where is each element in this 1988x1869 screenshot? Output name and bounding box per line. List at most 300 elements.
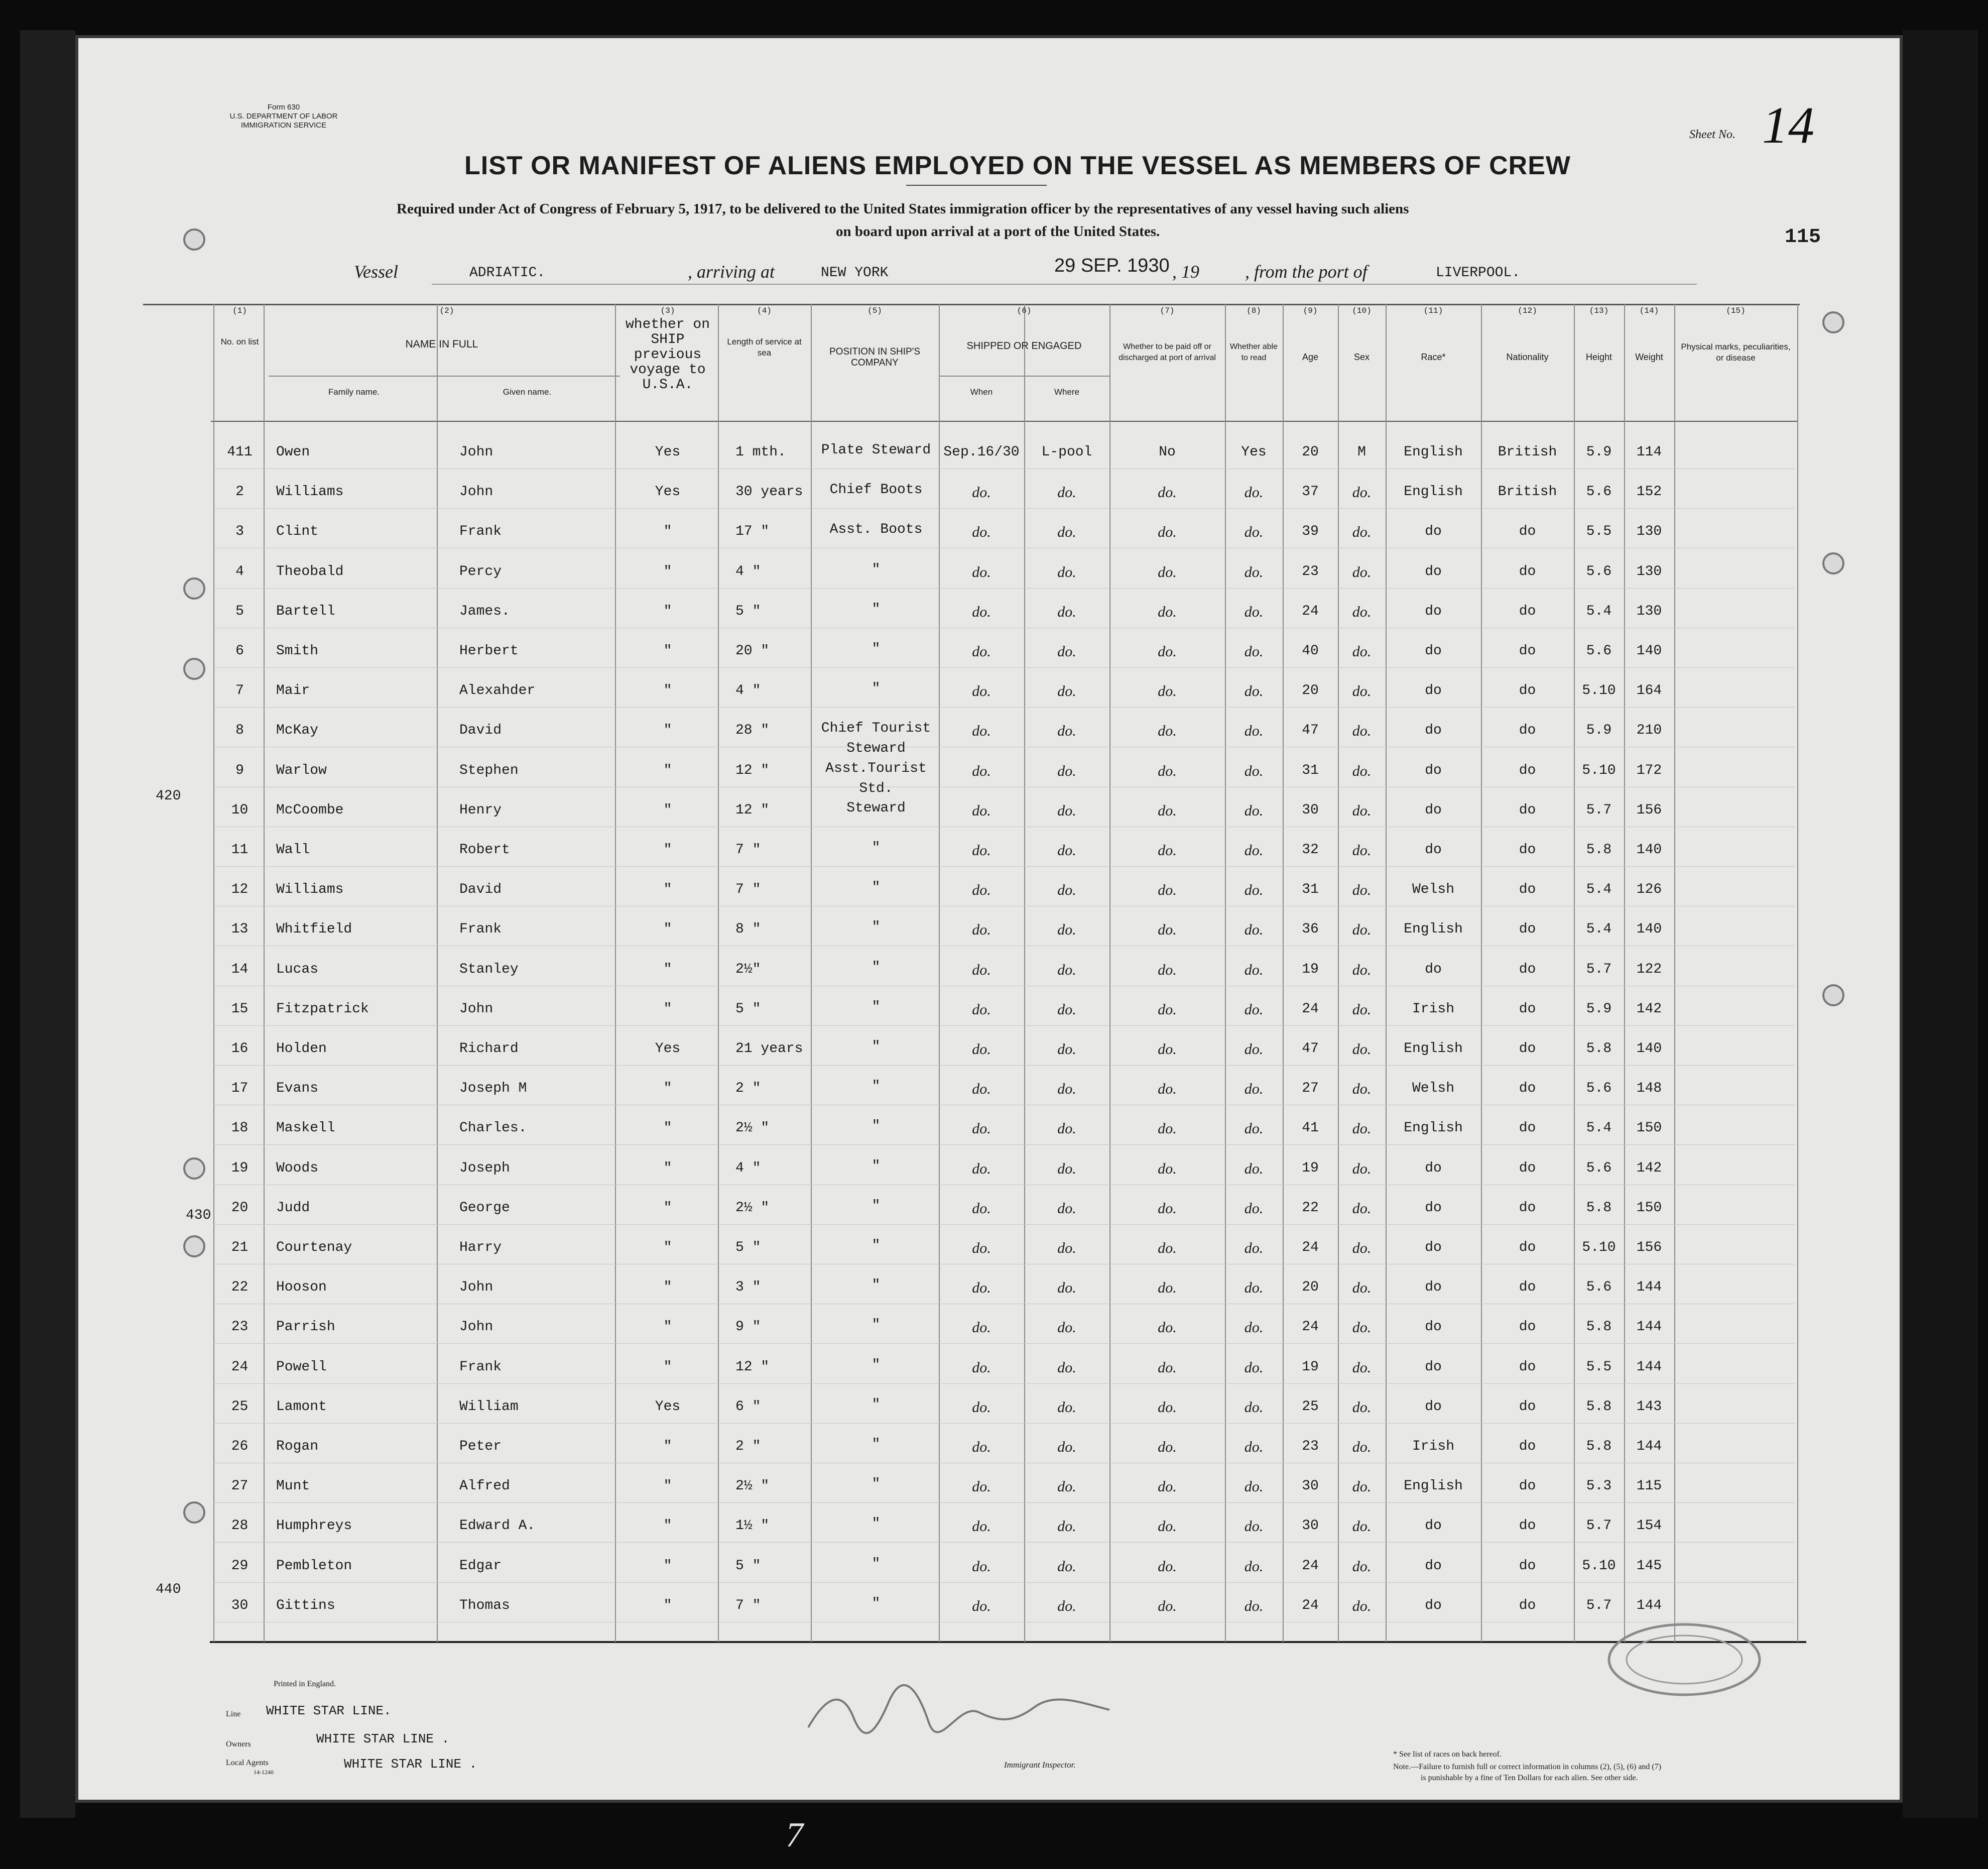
cell-paid: do. bbox=[1158, 1518, 1177, 1535]
cell-weight: 130 bbox=[1636, 524, 1662, 539]
cell-paid: do. bbox=[1158, 1200, 1177, 1217]
cell-prev: Yes bbox=[655, 1399, 681, 1415]
cell-paid: do. bbox=[1158, 643, 1177, 660]
cell-sex: do. bbox=[1352, 524, 1372, 540]
cell-when: do. bbox=[972, 1081, 991, 1097]
cell-height: 5.7 bbox=[1586, 1518, 1612, 1534]
cell-race: Irish bbox=[1412, 1001, 1454, 1017]
cell-race: do bbox=[1425, 1279, 1442, 1295]
cell-paid: do. bbox=[1158, 1120, 1177, 1137]
cell-weight: 148 bbox=[1636, 1081, 1662, 1096]
cell-family: Williams bbox=[276, 882, 344, 897]
cell-prev: " bbox=[663, 1478, 672, 1494]
cell-length: 2½" bbox=[735, 962, 761, 977]
cell-position: " bbox=[872, 1437, 881, 1452]
punch-hole bbox=[183, 1157, 205, 1180]
cell-prev: " bbox=[663, 1001, 672, 1017]
cell-weight: 210 bbox=[1636, 723, 1662, 738]
cell-length: 1½ " bbox=[735, 1518, 770, 1534]
row-rule bbox=[213, 508, 1795, 509]
cell-weight: 144 bbox=[1636, 1319, 1662, 1335]
cell-prev: Yes bbox=[655, 484, 681, 500]
cell-age: 40 bbox=[1302, 643, 1319, 659]
cell-prev: " bbox=[663, 643, 672, 659]
cell-family: Lamont bbox=[276, 1399, 327, 1415]
cell-no: 11 bbox=[231, 842, 248, 858]
cell-no: 17 bbox=[231, 1081, 248, 1096]
cell-weight: 142 bbox=[1636, 1160, 1662, 1176]
cell-family: McKay bbox=[276, 723, 319, 738]
cell-length: 5 " bbox=[735, 1558, 761, 1574]
cell-position: Chief Boots bbox=[829, 482, 923, 498]
row-rule bbox=[213, 1343, 1795, 1344]
cell-family: Bartell bbox=[276, 604, 335, 619]
date-stamp: 29 SEP. 1930 bbox=[1054, 255, 1170, 276]
cell-age: 19 bbox=[1302, 1359, 1319, 1375]
cell-paid: do. bbox=[1158, 723, 1177, 739]
cell-when: do. bbox=[972, 842, 991, 859]
cell-height: 5.8 bbox=[1586, 1200, 1612, 1216]
cell-read: do. bbox=[1244, 723, 1264, 739]
line-label: Line bbox=[226, 1710, 241, 1718]
cell-height: 5.6 bbox=[1586, 1279, 1612, 1295]
cell-length: 5 " bbox=[735, 1001, 761, 1017]
cell-where: do. bbox=[1057, 1598, 1076, 1614]
cell-no: 6 bbox=[235, 643, 244, 659]
cell-age: 23 bbox=[1302, 564, 1319, 579]
cell-no: 28 bbox=[231, 1518, 248, 1534]
form-id-block bbox=[216, 103, 351, 130]
cell-read: do. bbox=[1244, 1399, 1264, 1416]
cell-nationality: do bbox=[1519, 524, 1536, 539]
cell-paid: do. bbox=[1158, 1160, 1177, 1177]
cell-sex: do. bbox=[1352, 1200, 1372, 1217]
cell-when: do. bbox=[972, 1001, 991, 1018]
cell-no: 2 bbox=[235, 484, 244, 500]
cell-height: 5.8 bbox=[1586, 842, 1612, 858]
cell-length: 7 " bbox=[735, 882, 761, 897]
cell-read: do. bbox=[1244, 1439, 1264, 1455]
header-able-to-read: Whether able to read bbox=[1229, 342, 1278, 362]
inspector-label: Immigrant Inspector. bbox=[1004, 1760, 1076, 1770]
cell-when: do. bbox=[972, 1399, 991, 1416]
cell-sex: do. bbox=[1352, 1558, 1372, 1575]
col-num-5: (5) bbox=[867, 306, 882, 315]
header-no-on-list: No. on list bbox=[220, 337, 259, 346]
cell-weight: 143 bbox=[1636, 1399, 1662, 1415]
cell-length: 8 " bbox=[735, 921, 761, 937]
cell-no: 27 bbox=[231, 1478, 248, 1494]
cell-position: Chief Tourist Steward bbox=[821, 721, 931, 756]
cell-height: 5.8 bbox=[1586, 1041, 1612, 1057]
cell-length: 30 years bbox=[735, 484, 803, 500]
cell-no: 4 bbox=[235, 564, 244, 579]
cell-weight: 142 bbox=[1636, 1001, 1662, 1017]
cell-read: do. bbox=[1244, 1359, 1264, 1376]
cell-family: Holden bbox=[276, 1041, 327, 1057]
cell-prev: " bbox=[663, 524, 672, 539]
cell-where: do. bbox=[1057, 643, 1076, 660]
cell-no: 15 bbox=[231, 1001, 248, 1017]
cell-where: do. bbox=[1057, 1558, 1076, 1575]
cell-age: 39 bbox=[1302, 524, 1319, 539]
column-rule bbox=[1674, 304, 1675, 1642]
cell-nationality: do bbox=[1519, 604, 1536, 619]
cell-position: Steward bbox=[846, 800, 906, 816]
cell-height: 5.10 bbox=[1582, 683, 1616, 698]
cell-height: 5.7 bbox=[1586, 802, 1612, 818]
cell-height: 5.10 bbox=[1582, 1240, 1616, 1255]
cell-family: Judd bbox=[276, 1200, 310, 1216]
cell-age: 24 bbox=[1302, 1598, 1319, 1613]
cell-no: 21 bbox=[231, 1240, 248, 1255]
cell-where: do. bbox=[1057, 683, 1076, 699]
cell-age: 41 bbox=[1302, 1120, 1319, 1136]
cell-family: Theobald bbox=[276, 564, 344, 579]
cell-paid: do. bbox=[1158, 1439, 1177, 1455]
subtitle-line-1: Required under Act of Congress of February 5, 1917, to be delivered to the United States immigration officer by the representatives of any vessel having such aliens bbox=[397, 201, 1409, 217]
cell-weight: 150 bbox=[1636, 1120, 1662, 1136]
cell-prev: " bbox=[663, 1439, 672, 1454]
row-rule bbox=[213, 588, 1795, 589]
cell-age: 20 bbox=[1302, 444, 1319, 460]
cell-race: English bbox=[1404, 921, 1463, 937]
cell-race: do bbox=[1425, 1240, 1442, 1255]
cell-read: do. bbox=[1244, 763, 1264, 779]
cell-weight: 140 bbox=[1636, 921, 1662, 937]
cell-weight: 140 bbox=[1636, 842, 1662, 858]
cell-age: 24 bbox=[1302, 1319, 1319, 1335]
cell-height: 5.6 bbox=[1586, 484, 1612, 500]
cell-position: " bbox=[872, 919, 881, 935]
column-rule bbox=[264, 304, 265, 1642]
cell-when: do. bbox=[972, 1598, 991, 1614]
cell-prev: " bbox=[663, 921, 672, 937]
cell-position: " bbox=[872, 1277, 881, 1293]
cell-age: 31 bbox=[1302, 763, 1319, 778]
cell-height: 5.7 bbox=[1586, 1598, 1612, 1613]
cell-paid: do. bbox=[1158, 802, 1177, 819]
cell-no: 25 bbox=[231, 1399, 248, 1415]
cell-race: do bbox=[1425, 723, 1442, 738]
cell-sex: do. bbox=[1352, 1041, 1372, 1058]
cell-position: " bbox=[872, 1039, 881, 1055]
cell-family: Maskell bbox=[276, 1120, 335, 1136]
cell-position: " bbox=[872, 1556, 881, 1572]
cell-position: " bbox=[872, 1357, 881, 1373]
header-name-in-full: NAME IN FULL bbox=[405, 338, 478, 350]
cell-race: Welsh bbox=[1412, 1081, 1454, 1096]
cell-no: 16 bbox=[231, 1041, 248, 1057]
cell-nationality: do bbox=[1519, 802, 1536, 818]
row-rule bbox=[213, 1224, 1795, 1225]
column-rule bbox=[615, 304, 616, 1642]
cell-family: Lucas bbox=[276, 962, 319, 977]
cell-no: 3 bbox=[235, 524, 244, 539]
cell-when: do. bbox=[972, 1478, 991, 1495]
cell-nationality: do bbox=[1519, 1598, 1536, 1613]
cell-given: James. bbox=[459, 604, 510, 619]
cell-when: do. bbox=[972, 604, 991, 620]
cell-when: do. bbox=[972, 1240, 991, 1256]
from-label: , from the port of bbox=[1245, 262, 1368, 282]
punch-hole bbox=[1822, 311, 1844, 333]
cell-when: do. bbox=[972, 564, 991, 580]
page-title: LIST OR MANIFEST OF ALIENS EMPLOYED ON THE VESSEL AS MEMBERS OF CREW bbox=[464, 151, 1571, 180]
cell-prev: " bbox=[663, 1279, 672, 1295]
col-num-4: (4) bbox=[757, 306, 772, 315]
cell-paid: do. bbox=[1158, 1558, 1177, 1575]
cell-age: 37 bbox=[1302, 484, 1319, 500]
cell-where: do. bbox=[1057, 1279, 1076, 1296]
cell-no: 30 bbox=[231, 1598, 248, 1613]
cell-family: Parrish bbox=[276, 1319, 335, 1335]
cell-where: do. bbox=[1057, 564, 1076, 580]
cell-where: do. bbox=[1057, 1439, 1076, 1455]
cell-where: do. bbox=[1057, 921, 1076, 938]
cell-paid: do. bbox=[1158, 1478, 1177, 1495]
cell-no: 29 bbox=[231, 1558, 248, 1574]
cell-when: Sep.16/30 bbox=[943, 444, 1020, 460]
cell-nationality: do bbox=[1519, 1478, 1536, 1494]
cell-sex: do. bbox=[1352, 802, 1372, 819]
cell-given: Joseph M bbox=[459, 1081, 527, 1096]
cell-given: Stephen bbox=[459, 763, 519, 778]
cell-given: Peter bbox=[459, 1439, 502, 1454]
cell-age: 47 bbox=[1302, 1041, 1319, 1057]
cell-length: 7 " bbox=[735, 1598, 761, 1613]
cell-position: " bbox=[872, 960, 881, 975]
cell-given: John bbox=[459, 1001, 493, 1017]
cell-height: 5.6 bbox=[1586, 1160, 1612, 1176]
row-rule bbox=[213, 1383, 1795, 1384]
cell-age: 30 bbox=[1302, 1518, 1319, 1534]
cell-sex: do. bbox=[1352, 564, 1372, 580]
cell-prev: " bbox=[663, 564, 672, 579]
header-shipped: SHIPPED OR ENGAGED bbox=[966, 340, 1082, 352]
cell-given: George bbox=[459, 1200, 510, 1216]
cell-when: do. bbox=[972, 1359, 991, 1376]
cell-weight: 144 bbox=[1636, 1598, 1662, 1613]
column-rule bbox=[213, 304, 214, 1642]
cell-paid: do. bbox=[1158, 1399, 1177, 1416]
row-rule bbox=[213, 1502, 1795, 1503]
cell-age: 22 bbox=[1302, 1200, 1319, 1216]
cell-read: do. bbox=[1244, 1478, 1264, 1495]
cell-read: do. bbox=[1244, 1558, 1264, 1575]
cell-sex: do. bbox=[1352, 484, 1372, 501]
cell-length: 2½ " bbox=[735, 1478, 770, 1494]
cell-race: English bbox=[1404, 484, 1463, 500]
cell-sex: do. bbox=[1352, 1279, 1372, 1296]
cell-length: 5 " bbox=[735, 604, 761, 619]
cell-position: " bbox=[872, 1317, 881, 1333]
cell-race: do bbox=[1425, 564, 1442, 579]
cell-where: do. bbox=[1057, 1160, 1076, 1177]
subtitle-line-2: on board upon arrival at a port of the United States. bbox=[836, 223, 1160, 240]
cell-race: do bbox=[1425, 962, 1442, 977]
cell-where: do. bbox=[1057, 1001, 1076, 1018]
cell-no: 18 bbox=[231, 1120, 248, 1136]
cell-length: 4 " bbox=[735, 683, 761, 698]
cell-nationality: do bbox=[1519, 723, 1536, 738]
line-value: WHITE STAR LINE. bbox=[266, 1703, 392, 1718]
cell-age: 20 bbox=[1302, 1279, 1319, 1295]
cell-height: 5.8 bbox=[1586, 1319, 1612, 1335]
col-num-9: (9) bbox=[1303, 306, 1318, 315]
name-header-rule bbox=[269, 376, 620, 377]
cell-nationality: do bbox=[1519, 1041, 1536, 1057]
cell-when: do. bbox=[972, 1279, 991, 1296]
cell-read: do. bbox=[1244, 1240, 1264, 1256]
fine-note-1: Note.—Failure to furnish full or correct information in columns (2), (5), (6) and (7) bbox=[1393, 1763, 1662, 1771]
col-num-7: (7) bbox=[1160, 306, 1175, 315]
binding-strip-right bbox=[1903, 30, 1978, 1818]
cell-race: do bbox=[1425, 1518, 1442, 1534]
cell-prev: " bbox=[663, 1240, 672, 1255]
owners-value: WHITE STAR LINE . bbox=[316, 1731, 450, 1746]
cell-paid: No bbox=[1159, 444, 1176, 460]
cell-weight: 156 bbox=[1636, 1240, 1662, 1255]
cell-age: 24 bbox=[1302, 1558, 1319, 1574]
cell-sex: do. bbox=[1352, 921, 1372, 938]
cell-nationality: do bbox=[1519, 1160, 1536, 1176]
cell-position: " bbox=[872, 1079, 881, 1094]
cell-race: do bbox=[1425, 1359, 1442, 1375]
cell-no: 8 bbox=[235, 723, 244, 738]
cell-race: do bbox=[1425, 683, 1442, 698]
cell-paid: do. bbox=[1158, 1001, 1177, 1018]
cell-family: Powell bbox=[276, 1359, 327, 1375]
service: IMMIGRATION SERVICE bbox=[240, 121, 327, 130]
page-number: 115 bbox=[1785, 226, 1821, 249]
owners-label: Owners bbox=[226, 1740, 251, 1748]
cell-race: do bbox=[1425, 1160, 1442, 1176]
cell-read: do. bbox=[1244, 1081, 1264, 1097]
cell-where: L-pool bbox=[1041, 444, 1092, 460]
cell-given: David bbox=[459, 723, 502, 738]
cell-read: do. bbox=[1244, 1279, 1264, 1296]
cell-given: Stanley bbox=[459, 962, 519, 977]
header-when: When bbox=[970, 387, 993, 397]
cell-race: do bbox=[1425, 1319, 1442, 1335]
cell-given: John bbox=[459, 1319, 493, 1335]
column-rule bbox=[1797, 304, 1798, 1642]
punch-hole bbox=[183, 228, 205, 251]
cell-paid: do. bbox=[1158, 604, 1177, 620]
header-nationality: Nationality bbox=[1506, 352, 1549, 362]
inspector-signature bbox=[798, 1672, 1120, 1747]
cell-position: " bbox=[872, 1476, 881, 1492]
cell-read: do. bbox=[1244, 1041, 1264, 1058]
cell-no: 23 bbox=[231, 1319, 248, 1335]
cell-read: do. bbox=[1244, 882, 1264, 898]
cell-family: Evans bbox=[276, 1081, 319, 1096]
cell-sex: do. bbox=[1352, 1319, 1372, 1336]
cell-nationality: do bbox=[1519, 683, 1536, 698]
cell-read: do. bbox=[1244, 1120, 1264, 1137]
cell-when: do. bbox=[972, 921, 991, 938]
cell-given: Frank bbox=[459, 1359, 502, 1375]
table-bottom-border bbox=[210, 1641, 1806, 1643]
cell-length: 12 " bbox=[735, 802, 770, 818]
cell-paid: do. bbox=[1158, 1081, 1177, 1097]
cell-length: 2 " bbox=[735, 1439, 761, 1454]
cell-height: 5.4 bbox=[1586, 1120, 1612, 1136]
cell-position: " bbox=[872, 999, 881, 1015]
header-whether-on-ship: whether on SHIP previous voyage to U.S.A. bbox=[625, 317, 710, 393]
cell-length: 5 " bbox=[735, 1240, 761, 1255]
cell-height: 5.10 bbox=[1582, 1558, 1616, 1574]
cell-family: Hooson bbox=[276, 1279, 327, 1295]
cell-weight: 152 bbox=[1636, 484, 1662, 500]
punch-hole bbox=[1822, 552, 1844, 574]
cell-weight: 140 bbox=[1636, 643, 1662, 659]
cell-position: " bbox=[872, 1596, 881, 1611]
cell-prev: " bbox=[663, 683, 672, 698]
cell-position: " bbox=[872, 562, 881, 577]
cell-nationality: do bbox=[1519, 962, 1536, 977]
cell-when: do. bbox=[972, 723, 991, 739]
cell-where: do. bbox=[1057, 1041, 1076, 1058]
cell-race: English bbox=[1404, 1041, 1463, 1057]
cell-sex: do. bbox=[1352, 1478, 1372, 1495]
cell-family: McCoombe bbox=[276, 802, 344, 818]
cell-paid: do. bbox=[1158, 1598, 1177, 1614]
cell-where: do. bbox=[1057, 763, 1076, 779]
cell-where: do. bbox=[1057, 1359, 1076, 1376]
cell-paid: do. bbox=[1158, 882, 1177, 898]
col-num-13: (13) bbox=[1589, 306, 1609, 315]
cell-weight: 114 bbox=[1636, 444, 1662, 460]
cell-read: do. bbox=[1244, 842, 1264, 859]
cell-nationality: British bbox=[1498, 444, 1557, 460]
cell-family: Mair bbox=[276, 683, 310, 698]
cell-sex: do. bbox=[1352, 1240, 1372, 1256]
cell-length: 20 " bbox=[735, 643, 770, 659]
cell-height: 5.5 bbox=[1586, 1359, 1612, 1375]
cell-height: 5.9 bbox=[1586, 444, 1612, 460]
cell-race: do bbox=[1425, 1598, 1442, 1613]
cell-age: 30 bbox=[1302, 1478, 1319, 1494]
cell-prev: " bbox=[663, 1200, 672, 1216]
cell-no: 5 bbox=[235, 604, 244, 619]
cell-prev: " bbox=[663, 1120, 672, 1136]
cell-where: do. bbox=[1057, 1518, 1076, 1535]
table-top-border bbox=[143, 304, 1800, 305]
cell-sex: do. bbox=[1352, 1160, 1372, 1177]
cell-when: do. bbox=[972, 1518, 991, 1535]
cell-paid: do. bbox=[1158, 763, 1177, 779]
cell-prev: " bbox=[663, 1518, 672, 1534]
cell-prev: Yes bbox=[655, 444, 681, 460]
cell-weight: 126 bbox=[1636, 882, 1662, 897]
cell-race: do bbox=[1425, 763, 1442, 778]
cell-sex: do. bbox=[1352, 604, 1372, 620]
cell-weight: 130 bbox=[1636, 564, 1662, 579]
cell-family: Rogan bbox=[276, 1439, 319, 1454]
cell-given: Alfred bbox=[459, 1478, 510, 1494]
cell-sex: do. bbox=[1352, 1598, 1372, 1614]
column-rule bbox=[1225, 304, 1226, 1642]
cell-sex: do. bbox=[1352, 962, 1372, 978]
cell-given: Harry bbox=[459, 1240, 502, 1255]
cell-weight: 156 bbox=[1636, 802, 1662, 818]
row-rule bbox=[213, 1025, 1795, 1026]
cell-position: " bbox=[872, 880, 881, 895]
cell-no: 22 bbox=[231, 1279, 248, 1295]
cell-prev: Yes bbox=[655, 1041, 681, 1057]
